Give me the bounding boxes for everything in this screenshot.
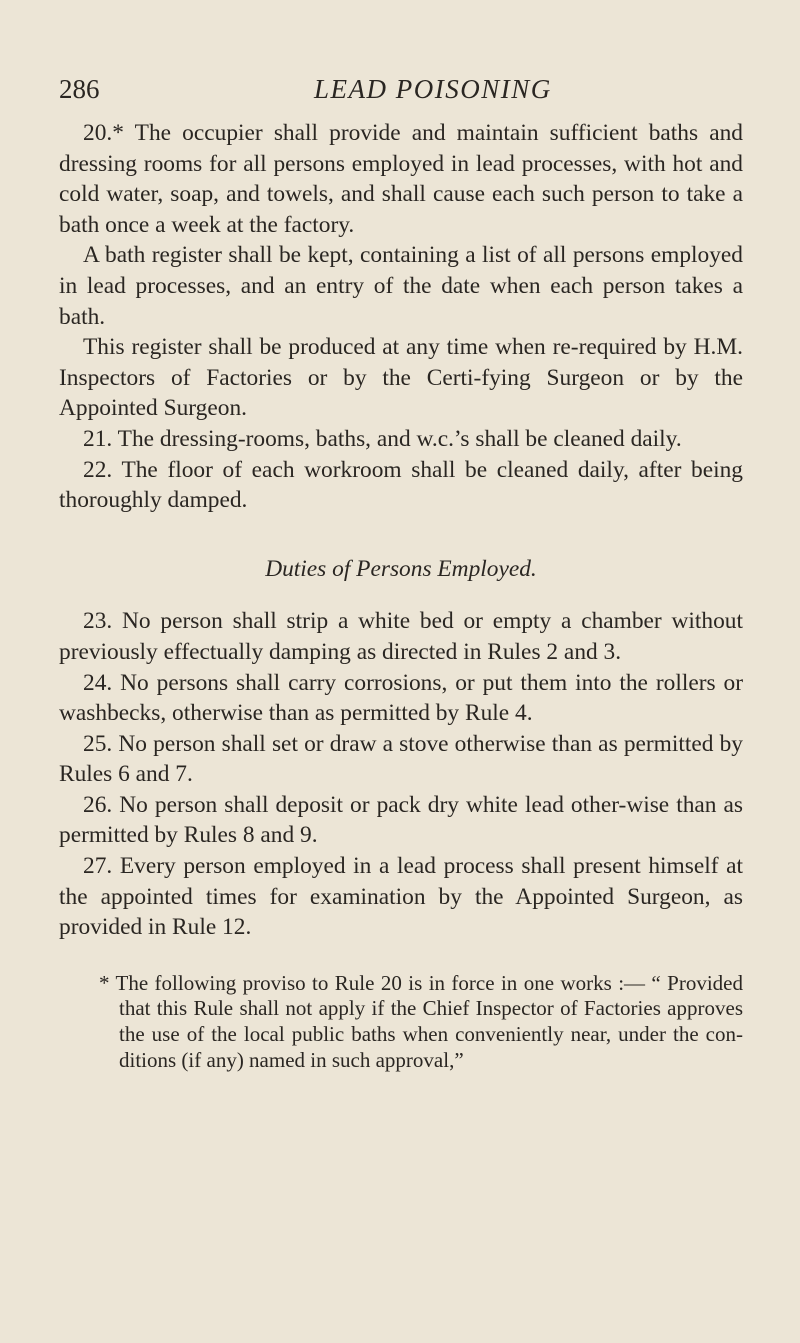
rule-25-paragraph: 25. No person shall set or draw a stove otherwise than as permitted by Rules 6 and 7. [59,730,743,788]
page-header [59,74,749,114]
running-head: LEAD POISONING [314,74,552,104]
footnote-marker: * [99,970,110,995]
rule-20-paragraph: 20.* The occupier shall provide and maintain sufficient baths and dressing rooms for all persons employed in lead processes, with hot and cold water, soap, and towels, and shall cause each such person to take a bath once a week at the factory. [59,120,743,238]
footnote [59,971,743,1073]
rule-23-paragraph: 23. No person shall strip a white bed or empty a chamber without previously effectually damping as directed in Rules 2 and 3. [59,608,743,665]
section-heading: Duties of Persons Employed. [265,555,537,582]
footnote-text: The following proviso to Rule 20 is in force in one works :— “ Provided that this Rule shall not apply if the Chief Inspector of Factories approves the use of the local public baths when conveniently near, under the con-ditions (if any) named in such approval,” [115,970,743,1072]
rule-21-paragraph: 21. The dressing-rooms, baths, and w.c.’s shall be cleaned daily. [83,425,682,452]
bath-register-paragraph: A bath register shall be kept, containing a list of all persons employed in lead processes, and an entry of the date when each person takes a bath. [59,242,743,330]
page-number: 286 [59,74,100,104]
rule-22-paragraph: 22. The floor of each workroom shall be cleaned daily, after being thoroughly damped. [59,456,743,514]
register-production-paragraph: This register shall be produced at any time when re-required by H.M. Inspectors of Factories or by the Certi-fying Surgeon or by the Appointed Surgeon. [59,334,743,422]
page-body [59,118,743,1073]
rule-24-paragraph: 24. No persons shall carry corrosions, or put them into the rollers or washbecks, otherwise than as permitted by Rule 4. [59,669,743,727]
rule-27-paragraph: 27. Every person employed in a lead process shall present himself at the appointed times for examination by the Appointed Surgeon, as provided in Rule 12. [59,853,743,941]
rule-26-paragraph: 26. No person shall deposit or pack dry white lead other-wise than as permitted by Rules 8 and 9. [59,791,743,849]
